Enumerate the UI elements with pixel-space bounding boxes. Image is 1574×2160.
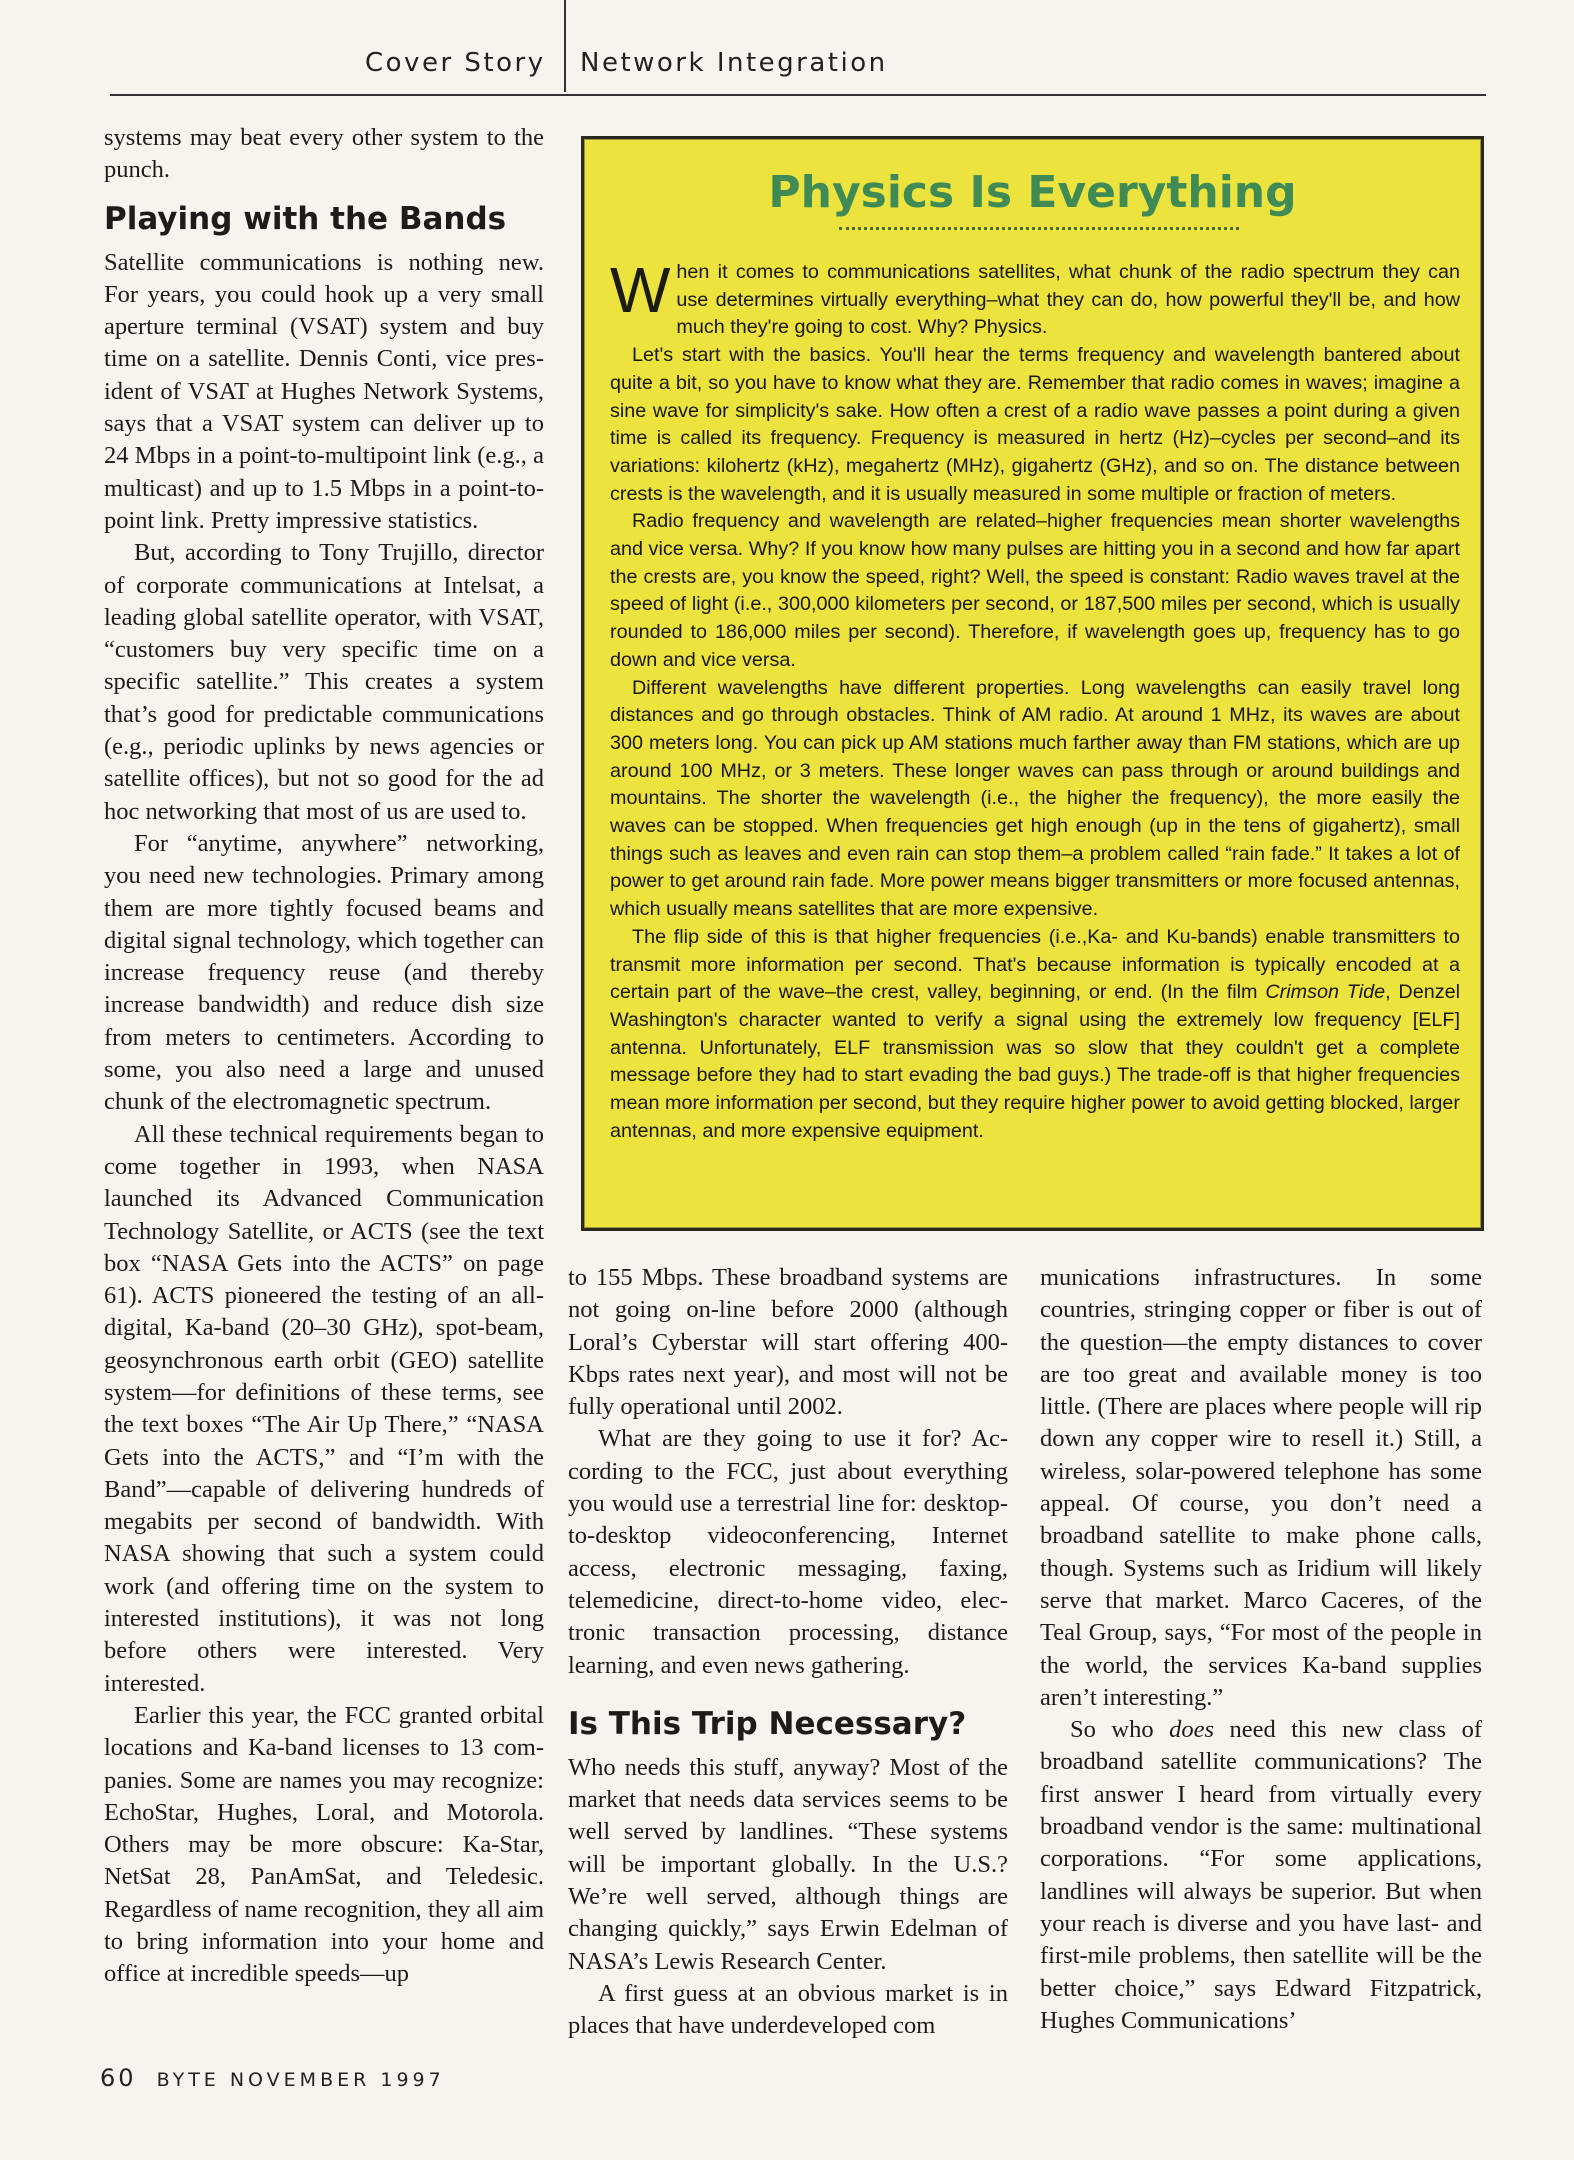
paragraph: Earlier this year, the FCC granted orbital locations and Ka-band licenses to 13 companies. Some are names you may recognize: EchoStar, Hughes, Loral, and Motorola. Others may be more obscure: Ka-Star, NetSat 28, PanAmSat, and Teledesic. Regardless of name recognition, they all aim to bring information into your home and office at incredible speeds—up — [104, 1701, 544, 1988]
sidebar-paragraph: Different wavelengths have different properties. Long wavelengths can easily travel long distances and go through obstacles. Think of AM radio. At around 1 MHz, its waves are about 300 meters long. You can pick up AM stations much farther away than FM stations, which are up around 100 MHz, or 3 meters. These longer waves can pass through or around buildings and mountains. The shorter the wavelength (i.e., the higher the frequency), the more easily the waves can be stopped. When frequencies get high enough (up in the tens of gigahertz), small things such as leaves and even rain can stop them–a problem called “rain fade.” It takes a lot of power to get around rain fade. More power means bigger transmitters or more focused antennas, which usually means satellites that are more expensive. — [610, 676, 1460, 921]
paragraph: All these technical requirements began to come together in 1993, when NASA launched its Advanced Communication Technology Satellite, or ACTS (see the text box “NASA Gets into the ACTS” on page 61). ACTS pioneered the testing of an all-digital, Ka-band (20–30 GHz), spot-beam, geosynchronous earth orbit (GEO) satellite system—for definitions of these terms, see the text boxes “The Air Up There,” “NASA Gets into the ACTS,” and “I’m with the Band”—capable of delivering hundreds of megabits per second of bandwidth. With NASA showing that such a system could work (and offering time on the system to interested institutions), it was not long before others were interested. Very interested. — [104, 1120, 544, 1697]
sidebar-paragraph: Let's start with the basics. You'll hear the terms frequency and wavelength bantered about quite a bit, so you have to know what they are. Remember that radio comes in waves; imagine a sine wave for simplicity's sake. How often a crest of a radio wave passes a point during a given time is called its frequency. Frequency is measured in hertz (Hz)–cycles per second–and its variations: kilohertz (kHz), megahertz (MHz), gigahertz (GHz), and so on. The distance between crests is the wavelength, and it is usually measured in some multiple or fraction of meters. — [610, 344, 1460, 505]
subhead-is-this-trip-necessary: Is This Trip Necessary? — [568, 1705, 967, 1742]
text-run: need this new class of broadband satellite communications? The first answer I heard from virtually every broadband vendor is the same: multinational corporations. “For some applications, landlines will always be superior. But when your reach is diverse and you have last- and first-mile problems, then satellite will be the better choice,” says Edward Fitzpatrick, Hughes Communications’ — [1040, 1716, 1482, 2034]
sidebar-text: , Denzel Washington's character wanted to verify a signal using the extremely low frequency [ELF] antenna. Unfortunately, ELF transmission was so slow that they couldn't get a complete message before they had to start evading the bad guys.) The trade-off is that higher frequencies mean more information per second, but they require higher power to avoid getting blocked, larger antennas, and more expensive equipment. — [610, 981, 1460, 1142]
sidebar-body — [610, 254, 1460, 1146]
paragraph: to 155 Mbps. These broadband systems are not going on-line before 2000 (although Loral’s Cyberstar will start offering 400-Kbps rates next year), and most will not be fully operational until 2002. — [568, 1264, 1008, 1421]
paragraph — [1040, 1714, 1482, 2037]
page-number: 60 — [100, 2064, 137, 2092]
publication-line: BYTE NOVEMBER 1997 — [156, 2069, 445, 2091]
paragraph: But, according to Tony Trujillo, director of corporate communications at Intelsat, a leading global satellite operator, with VSAT, “customers buy very specific time on a specific satellite.” This creates a system that’s good for predictable communications (e.g., periodic uplinks by news agencies or satellite offices), but not so good for the ad hoc networking that most of us are used to. — [104, 539, 544, 825]
paragraph: What are they going to use it for? According to the FCC, just about everything you would use a terrestrial line for: desktop-to-desktop videoconferencing, Internet access, electronic messaging, faxing, telemedicine, direct-to-home video, electronic transaction processing, distance learning, and even news gathering. — [568, 1425, 1008, 1679]
paragraph: A first guess at an obvious market is in places that have underdeveloped com — [568, 1979, 1008, 2040]
sidebar-text: hen it comes to communications satellites, what chunk of the radio spectrum they can use determines virtually everything–what they can do, how powerful they'll be, and how much they're going to cost. Why? Physics. — [676, 261, 1460, 339]
sidebar-paragraph — [610, 924, 1460, 1146]
column-3 — [1040, 1262, 1482, 2037]
subhead-playing-with-the-bands: Playing with the Bands — [104, 200, 507, 237]
sidebar-physics-is-everything — [581, 136, 1484, 1231]
page-footer — [100, 2064, 445, 2092]
sidebar-paragraph: Radio frequency and wavelength are related–higher frequencies mean shorter wavelengths and vice versa. Why? If you know how many pulses are hitting you in a second and how far apart the crests are, you know the speed, right? Well, the speed is constant: Radio waves travel at the speed of light (i.e., 300,000 kilometers per second, or 187,500 miles per second, which is usually rounded to 186,000 miles per second). Therefore, if wavelength goes up, frequency has to go down and vice versa. — [610, 510, 1460, 671]
title-dotted-rule — [839, 227, 1239, 230]
text-run: So who — [1070, 1716, 1170, 1744]
header-rule — [110, 94, 1486, 96]
paragraph: For “anytime, anywhere” networking, you need new technologies. Primary among them are more tightly focused beams and digital signal technology, which together can increase frequency reuse (and thereby increase bandwidth) and reduce dish size from meters to centimeters. According to some, you also need a large and unused chunk of the electromagnetic spectrum. — [104, 829, 544, 1116]
paragraph: systems may beat every other system to the punch. — [104, 124, 544, 184]
sidebar-text: The flip side of this is that higher frequencies (i.e.,Ka- and Ku-bands) enable transmitters to transmit more information per second. That's because information is typically encoded at a certain part of the wave–the crest, valley, beginning, or end. (In the film — [610, 925, 1460, 1004]
sidebar-title: Physics Is Everything — [768, 167, 1297, 218]
sidebar-lead-paragraph — [610, 254, 1460, 342]
header-divider — [564, 0, 566, 92]
paragraph: Satellite communications is nothing new. For years, you could hook up a very small aperture terminal (VSAT) system and buy time on a satellite. Dennis Conti, vice president of VSAT at Hughes Network Systems, says that a VSAT system can deliver up to 24 Mbps in a point-to-multipoint link (e.g., a multicast) and up to 1.5 Mbps in a point-to-point link. Pretty impressive statistics. — [104, 248, 544, 534]
column-1 — [104, 122, 544, 1991]
column-2 — [568, 1262, 1008, 2043]
emphasis: does — [1169, 1716, 1214, 1744]
film-title: Crimson Tide — [1265, 981, 1386, 1004]
paragraph: Who needs this stuff, anyway? Most of the market that needs data services seems to be well served by landlines. “These systems will be important globally. In the U.S.? We’re well served, although things are changing quickly,” says Erwin Edelman of NASA’s Lewis Research Center. — [568, 1753, 1008, 1975]
header-topic: Network Integration — [580, 48, 888, 78]
drop-cap: W — [610, 254, 671, 326]
paragraph: munications infrastructures. In some countries, stringing copper or fiber is out of the question—the empty distances to cover are too great and available money is too little. (There are places where people will rip down any copper wire to resell it.) Still, a wireless, solar-powered telephone has some appeal. Of course, you don’t need a broadband satellite to make phone calls, though. Systems such as Iridium will likely serve that market. Marco Caceres, of the Teal Group, says, “For most of the people in the world, the services Ka-band supplies aren’t interesting.” — [1040, 1264, 1482, 1711]
header-section: Cover Story — [365, 48, 546, 78]
